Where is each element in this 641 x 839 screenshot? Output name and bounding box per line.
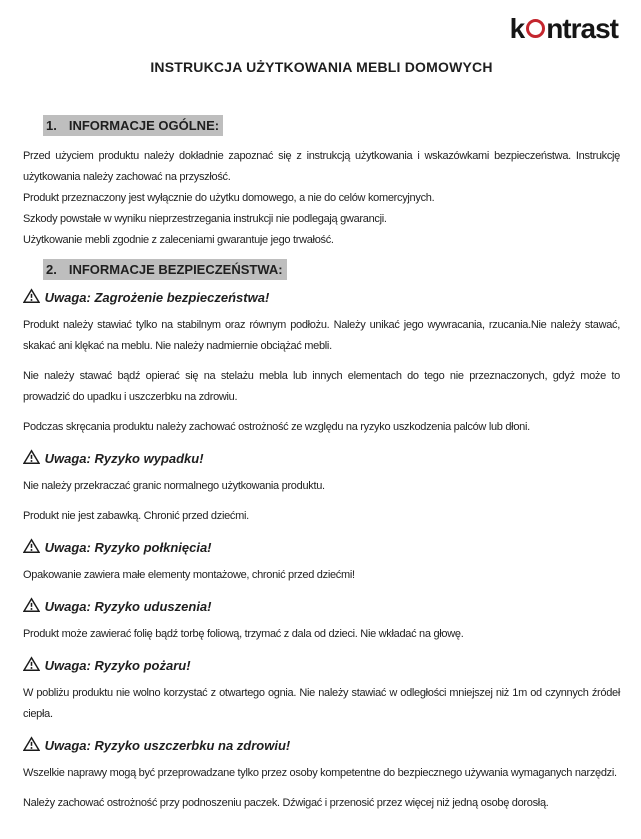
section-1-heading [43, 119, 620, 133]
logo-ring-icon [526, 19, 545, 38]
paragraph: Opakowanie zawiera małe elementy montażowe, chronić przed dziećmi! [23, 569, 355, 581]
warning-heading [23, 736, 620, 754]
paragraph: Produkt przeznaczony jest wyłącznie do użytku domowego, a nie do celów komercyjnych. [23, 192, 435, 204]
warning-block [23, 656, 620, 725]
warning-block [23, 288, 620, 438]
warning-block [23, 597, 620, 645]
warning-triangle-icon [23, 597, 40, 613]
paragraph: Przed użyciem produktu należy dokładnie zapoznać się z instrukcją użytkowania i wskazówkami bezpieczeństwa. Instrukcję użytkowania należy zachować na przyszłość. [23, 150, 620, 183]
logo-text-before: k [509, 13, 525, 44]
paragraph: Podczas skręcania produktu należy zachować ostrożność ze względu na ryzyko uszkodzenia palców lub dłoni. [23, 421, 530, 433]
warning-label: Uwaga: Ryzyko uszczerbku na zdrowiu! [44, 738, 291, 753]
paragraph: Produkt może zawierać folię bądź torbę foliową, trzymać z dala od dzieci. Nie wkładać na głowę. [23, 628, 464, 640]
paragraph: Należy zachować ostrożność przy podnoszeniu paczek. Dźwigać i przenosić przez więcej niż jedną osobę dorosłą. [23, 797, 549, 809]
warning-triangle-icon [23, 288, 40, 304]
paragraph: Użytkowanie mebli zgodnie z zaleceniami gwarantuje jego trwałość. [23, 234, 334, 246]
paragraph: Szkody powstałe w wyniku nieprzestrzegania instrukcji nie podlegają gwarancji. [23, 213, 387, 225]
page-title: INSTRUKCJA UŻYTKOWANIA MEBLI DOMOWYCH [150, 59, 493, 75]
section-2-number: 2. [46, 262, 57, 277]
warning-triangle-icon [23, 538, 40, 554]
warning-triangle-icon [23, 449, 40, 465]
warning-label: Uwaga: Ryzyko pożaru! [44, 658, 191, 673]
warning-block [23, 449, 620, 527]
section-1-paragraphs [23, 146, 620, 251]
paragraph: Nie należy przekraczać granic normalnego użytkowania produktu. [23, 480, 325, 492]
warning-heading [23, 449, 620, 467]
warning-heading [23, 656, 620, 674]
warning-label: Uwaga: Ryzyko uduszenia! [44, 599, 212, 614]
paragraph: Wszelkie naprawy mogą być przeprowadzane tylko przez osoby kompetentne do bezpiecznego używania wymaganych narzędzi. [23, 767, 617, 779]
warning-triangle-icon [23, 656, 40, 672]
section-1-number: 1. [46, 118, 57, 133]
warning-block [23, 538, 620, 586]
warning-label: Uwaga: Zagrożenie bezpieczeństwa! [44, 290, 270, 305]
logo-text-after: ntrast [546, 13, 618, 44]
logo [23, 0, 620, 46]
warning-block [23, 736, 620, 814]
warning-triangle-icon [23, 736, 40, 752]
paragraph: Produkt należy stawiać tylko na stabilnym oraz równym podłożu. Należy unikać jego wywracania, rzucania.Nie należy stawać, skakać ani klękać na meblu. Nie należy nadmiernie obciążać mebli. [23, 319, 620, 352]
warning-heading [23, 597, 620, 615]
warning-label: Uwaga: Ryzyko wypadku! [44, 451, 204, 466]
section-2-title: INFORMACJE BEZPIECZEŃSTWA: [68, 262, 283, 277]
section-2-heading [43, 263, 620, 277]
section-1-title: INFORMACJE OGÓLNE: [68, 118, 220, 133]
paragraph: Produkt nie jest zabawką. Chronić przed dziećmi. [23, 510, 249, 522]
paragraph: Nie należy stawać bądź opierać się na stelażu mebla lub innych elementach do tego nie przeznaczonych, gdyż może to prowadzić do upadku i uszczerbku na zdrowiu. [23, 370, 620, 403]
warning-heading [23, 288, 620, 306]
warning-heading [23, 538, 620, 556]
warnings-list [23, 288, 620, 814]
paragraph: W pobliżu produktu nie wolno korzystać z otwartego ognia. Nie należy stawiać w odległości mniejszej niż 1m od czynnych źródeł ciepła. [23, 687, 620, 720]
warning-label: Uwaga: Ryzyko połknięcia! [44, 540, 212, 555]
